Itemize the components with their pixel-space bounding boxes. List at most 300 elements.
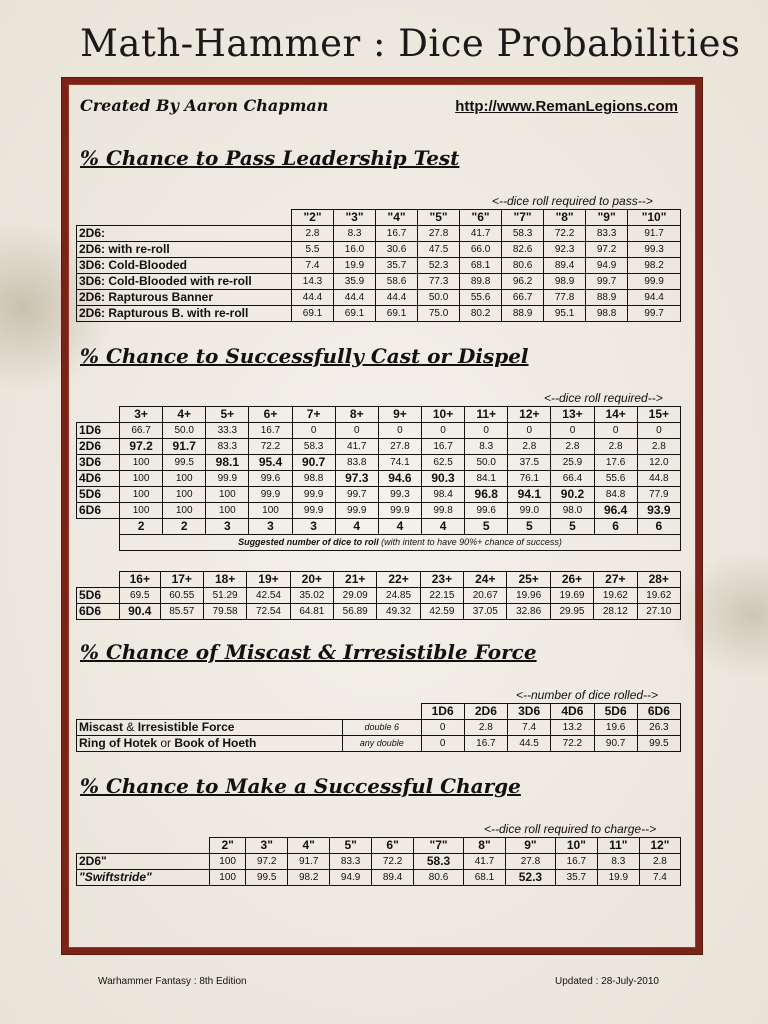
value-cell: 90.4 xyxy=(120,604,161,620)
table-row xyxy=(77,487,681,503)
value-cell: 51.29 xyxy=(203,588,246,604)
suggested-dice-cell: 2 xyxy=(163,519,206,535)
value-cell: 83.8 xyxy=(335,455,378,471)
column-header: "4" xyxy=(376,210,418,226)
value-cell: 0 xyxy=(508,423,551,439)
value-cell: 16.7 xyxy=(555,854,597,870)
value-cell: 0 xyxy=(551,423,594,439)
value-cell: 0 xyxy=(637,423,680,439)
value-cell: 19.9 xyxy=(334,258,376,274)
condition-cell: double 6 xyxy=(343,720,422,736)
value-cell: 58.6 xyxy=(376,274,418,290)
value-cell: 85.57 xyxy=(160,604,203,620)
value-cell: 14.3 xyxy=(292,274,334,290)
website-link[interactable]: http://www.RemanLegions.com xyxy=(455,98,678,115)
value-cell: 37.5 xyxy=(508,455,551,471)
column-header: 9+ xyxy=(378,407,421,423)
value-cell: 82.6 xyxy=(502,242,544,258)
value-cell: 27.8 xyxy=(378,439,421,455)
column-header: 11" xyxy=(597,838,639,854)
value-cell: 0 xyxy=(378,423,421,439)
value-cell: 55.6 xyxy=(460,290,502,306)
column-header: 22+ xyxy=(377,572,420,588)
column-header: 12" xyxy=(639,838,680,854)
value-cell: 28.12 xyxy=(594,604,637,620)
value-cell: 98.0 xyxy=(551,503,594,519)
value-cell: 0 xyxy=(335,423,378,439)
suggested-caption-row xyxy=(77,535,681,551)
value-cell: 100 xyxy=(206,487,249,503)
suggested-caption-main: Suggested number of dice to roll xyxy=(238,537,379,547)
value-cell: 7.4 xyxy=(508,720,551,736)
value-cell: 83.3 xyxy=(206,439,249,455)
value-cell: 50.0 xyxy=(163,423,206,439)
value-cell: 41.7 xyxy=(460,226,502,242)
value-cell: 98.2 xyxy=(628,258,681,274)
table-row xyxy=(77,290,681,306)
value-cell: 99.9 xyxy=(292,503,335,519)
table-row xyxy=(77,258,681,274)
value-cell: 41.7 xyxy=(464,854,506,870)
suggested-dice-cell: 3 xyxy=(206,519,249,535)
value-cell: 41.7 xyxy=(335,439,378,455)
value-cell: 90.2 xyxy=(551,487,594,503)
value-cell: 75.0 xyxy=(418,306,460,322)
value-cell: 72.2 xyxy=(249,439,292,455)
row-label-part: & xyxy=(123,720,138,734)
value-cell: 100 xyxy=(163,503,206,519)
table-row xyxy=(77,455,681,471)
column-header: 4+ xyxy=(163,407,206,423)
value-cell: 72.54 xyxy=(247,604,290,620)
value-cell: 35.7 xyxy=(555,870,597,886)
value-cell: 58.3 xyxy=(502,226,544,242)
column-header: 27+ xyxy=(594,572,637,588)
value-cell: 24.85 xyxy=(377,588,420,604)
suggested-dice-cell: 2 xyxy=(120,519,163,535)
value-cell: 84.8 xyxy=(594,487,637,503)
row-label: 2D6: xyxy=(77,226,292,242)
column-header: "5" xyxy=(418,210,460,226)
row-label: 6D6 xyxy=(77,503,120,519)
value-cell: 25.9 xyxy=(551,455,594,471)
value-cell: 99.5 xyxy=(246,870,288,886)
value-cell: 80.2 xyxy=(460,306,502,322)
column-header: "2" xyxy=(292,210,334,226)
row-label xyxy=(77,720,343,736)
value-cell: 96.8 xyxy=(465,487,508,503)
value-cell: 93.9 xyxy=(637,503,680,519)
value-cell: 44.4 xyxy=(292,290,334,306)
column-header: 16+ xyxy=(120,572,161,588)
header-spacer xyxy=(343,704,422,720)
header-row xyxy=(77,407,681,423)
value-cell: 68.1 xyxy=(464,870,506,886)
value-cell: 100 xyxy=(120,471,163,487)
value-cell: 68.1 xyxy=(460,258,502,274)
miscast-heading: % Chance of Miscast & Irresistible Force xyxy=(80,640,537,664)
column-header: 3+ xyxy=(120,407,163,423)
column-header: 2" xyxy=(210,838,246,854)
column-header: 19+ xyxy=(247,572,290,588)
value-cell: 27.8 xyxy=(505,854,555,870)
value-cell: 44.4 xyxy=(334,290,376,306)
value-cell: 20.67 xyxy=(464,588,507,604)
value-cell: 77.3 xyxy=(418,274,460,290)
leadership-note: <--dice roll required to pass--> xyxy=(492,194,653,208)
cast-table xyxy=(76,406,681,551)
value-cell: 35.9 xyxy=(334,274,376,290)
value-cell: 83.3 xyxy=(330,854,372,870)
column-header: 17+ xyxy=(160,572,203,588)
value-cell: 72.2 xyxy=(551,736,594,752)
suggested-dice-cell: 6 xyxy=(637,519,680,535)
suggested-spacer xyxy=(77,519,120,535)
column-header: 3D6 xyxy=(508,704,551,720)
value-cell: 99.8 xyxy=(421,503,464,519)
row-label: 5D6 xyxy=(77,588,120,604)
suggested-dice-cell: 5 xyxy=(551,519,594,535)
table-row xyxy=(77,439,681,455)
column-header: 25+ xyxy=(507,572,550,588)
value-cell: 52.3 xyxy=(418,258,460,274)
header-row xyxy=(77,704,681,720)
row-label: 1D6 xyxy=(77,423,120,439)
value-cell: 89.4 xyxy=(372,870,414,886)
column-header: 2D6 xyxy=(464,704,507,720)
column-header: 12+ xyxy=(508,407,551,423)
value-cell: 99.9 xyxy=(335,503,378,519)
value-cell: 0 xyxy=(421,736,464,752)
value-cell: 19.6 xyxy=(594,720,637,736)
header-row xyxy=(77,572,681,588)
value-cell: 44.5 xyxy=(508,736,551,752)
value-cell: 29.09 xyxy=(334,588,377,604)
caption-spacer xyxy=(77,535,120,551)
column-header: 8+ xyxy=(335,407,378,423)
table-row xyxy=(77,471,681,487)
table-row xyxy=(77,306,681,322)
value-cell: 44.8 xyxy=(637,471,680,487)
value-cell: 97.2 xyxy=(586,242,628,258)
footer-updated: Updated : 28-July-2010 xyxy=(555,976,659,987)
value-cell: 35.02 xyxy=(290,588,333,604)
value-cell: 95.4 xyxy=(249,455,292,471)
author-credit: Created By Aaron Chapman xyxy=(80,96,329,115)
row-label: 2D6: Rapturous Banner xyxy=(77,290,292,306)
value-cell: 96.4 xyxy=(594,503,637,519)
value-cell: 91.7 xyxy=(628,226,681,242)
value-cell: 97.3 xyxy=(335,471,378,487)
miscast-table xyxy=(76,703,681,752)
table-row xyxy=(77,870,681,886)
column-header: 26+ xyxy=(550,572,593,588)
charge-note: <--dice roll required to charge--> xyxy=(484,822,657,836)
column-header: 15+ xyxy=(637,407,680,423)
row-label: 3D6: Cold-Blooded xyxy=(77,258,292,274)
value-cell: 19.62 xyxy=(637,588,680,604)
value-cell: 100 xyxy=(120,487,163,503)
value-cell: 32.86 xyxy=(507,604,550,620)
header-spacer xyxy=(77,704,343,720)
value-cell: 7.4 xyxy=(292,258,334,274)
value-cell: 88.9 xyxy=(586,290,628,306)
column-header: 10" xyxy=(555,838,597,854)
row-label: 3D6: Cold-Blooded with re-roll xyxy=(77,274,292,290)
value-cell: 98.4 xyxy=(421,487,464,503)
column-header: 4D6 xyxy=(551,704,594,720)
value-cell: 47.5 xyxy=(418,242,460,258)
row-label: 2D6: Rapturous B. with re-roll xyxy=(77,306,292,322)
value-cell: 42.54 xyxy=(247,588,290,604)
value-cell: 98.2 xyxy=(288,870,330,886)
value-cell: 90.7 xyxy=(594,736,637,752)
value-cell: 30.6 xyxy=(376,242,418,258)
value-cell: 2.8 xyxy=(637,439,680,455)
value-cell: 29.95 xyxy=(550,604,593,620)
value-cell: 0 xyxy=(421,720,464,736)
row-label-part: or xyxy=(157,736,175,750)
value-cell: 90.7 xyxy=(292,455,335,471)
column-header: "8" xyxy=(544,210,586,226)
value-cell: 77.8 xyxy=(544,290,586,306)
value-cell: 80.6 xyxy=(414,870,464,886)
value-cell: 99.7 xyxy=(586,274,628,290)
value-cell: 100 xyxy=(206,503,249,519)
cast-heading: % Chance to Successfully Cast or Dispel xyxy=(80,344,529,368)
page-title: Math-Hammer : Dice Probabilities xyxy=(80,22,741,65)
value-cell: 69.1 xyxy=(376,306,418,322)
value-cell: 100 xyxy=(120,503,163,519)
value-cell: 60.55 xyxy=(160,588,203,604)
column-header: 6D6 xyxy=(637,704,680,720)
value-cell: 99.5 xyxy=(163,455,206,471)
row-label: 2D6: with re-roll xyxy=(77,242,292,258)
suggested-dice-cell: 6 xyxy=(594,519,637,535)
suggested-caption-note: (with intent to have 90%+ chance of success) xyxy=(378,537,562,547)
value-cell: 13.2 xyxy=(551,720,594,736)
value-cell: 2.8 xyxy=(292,226,334,242)
column-header: 11+ xyxy=(465,407,508,423)
value-cell: 2.8 xyxy=(594,439,637,455)
column-header: 4" xyxy=(288,838,330,854)
value-cell: 44.4 xyxy=(376,290,418,306)
value-cell: 99.5 xyxy=(637,736,680,752)
row-label xyxy=(77,736,343,752)
header-spacer xyxy=(77,210,292,226)
column-header: 7+ xyxy=(292,407,335,423)
value-cell: 58.3 xyxy=(414,854,464,870)
value-cell: 98.9 xyxy=(544,274,586,290)
row-label-part: Irresistible Force xyxy=(137,720,235,734)
value-cell: 35.7 xyxy=(376,258,418,274)
value-cell: 19.9 xyxy=(597,870,639,886)
footer-edition: Warhammer Fantasy : 8th Edition xyxy=(98,976,247,987)
table-row xyxy=(77,604,681,620)
value-cell: 72.2 xyxy=(372,854,414,870)
value-cell: 5.5 xyxy=(292,242,334,258)
value-cell: 0 xyxy=(594,423,637,439)
table-row xyxy=(77,503,681,519)
header-spacer xyxy=(77,572,120,588)
value-cell: 80.6 xyxy=(502,258,544,274)
value-cell: 100 xyxy=(210,854,246,870)
column-header: "7" xyxy=(502,210,544,226)
value-cell: 99.6 xyxy=(249,471,292,487)
row-label-part: Miscast xyxy=(79,720,124,734)
cast-note: <--dice roll required--> xyxy=(544,391,663,405)
leadership-heading: % Chance to Pass Leadership Test xyxy=(80,146,460,170)
value-cell: 99.9 xyxy=(378,503,421,519)
value-cell: 8.3 xyxy=(597,854,639,870)
value-cell: 99.6 xyxy=(465,503,508,519)
row-label-part: Ring of Hotek xyxy=(79,736,157,750)
value-cell: 92.3 xyxy=(544,242,586,258)
header-row xyxy=(77,838,681,854)
value-cell: 37.05 xyxy=(464,604,507,620)
value-cell: 96.2 xyxy=(502,274,544,290)
column-header: 8" xyxy=(464,838,506,854)
row-label: 2D6" xyxy=(77,854,210,870)
miscast-note: <--number of dice rolled--> xyxy=(516,688,659,702)
value-cell: 84.1 xyxy=(465,471,508,487)
value-cell: 94.1 xyxy=(508,487,551,503)
header-row xyxy=(77,210,681,226)
value-cell: 22.15 xyxy=(420,588,463,604)
column-header: "10" xyxy=(628,210,681,226)
value-cell: 2.8 xyxy=(508,439,551,455)
value-cell: 42.59 xyxy=(420,604,463,620)
suggested-dice-row xyxy=(77,519,681,535)
column-header: 23+ xyxy=(420,572,463,588)
value-cell: 55.6 xyxy=(594,471,637,487)
value-cell: 79.58 xyxy=(203,604,246,620)
column-header: 14+ xyxy=(594,407,637,423)
column-header: 5D6 xyxy=(594,704,637,720)
table-row xyxy=(77,423,681,439)
table-row xyxy=(77,226,681,242)
suggested-dice-cell: 4 xyxy=(335,519,378,535)
value-cell: 33.3 xyxy=(206,423,249,439)
value-cell: 26.3 xyxy=(637,720,680,736)
row-label-part: Book of Hoeth xyxy=(174,736,257,750)
value-cell: 64.81 xyxy=(290,604,333,620)
value-cell: 90.3 xyxy=(421,471,464,487)
value-cell: 99.9 xyxy=(292,487,335,503)
value-cell: 83.3 xyxy=(586,226,628,242)
value-cell: 91.7 xyxy=(163,439,206,455)
value-cell: 7.4 xyxy=(639,870,680,886)
table-row xyxy=(77,242,681,258)
column-header: "6" xyxy=(460,210,502,226)
condition-cell: any double xyxy=(343,736,422,752)
value-cell: 89.4 xyxy=(544,258,586,274)
value-cell: 94.4 xyxy=(628,290,681,306)
value-cell: 16.7 xyxy=(249,423,292,439)
value-cell: 27.10 xyxy=(637,604,680,620)
value-cell: 94.9 xyxy=(586,258,628,274)
suggested-dice-cell: 3 xyxy=(249,519,292,535)
value-cell: 94.9 xyxy=(330,870,372,886)
value-cell: 16.7 xyxy=(421,439,464,455)
value-cell: 2.8 xyxy=(551,439,594,455)
column-header: 5" xyxy=(330,838,372,854)
value-cell: 99.9 xyxy=(206,471,249,487)
column-header: "7" xyxy=(414,838,464,854)
column-header: 10+ xyxy=(421,407,464,423)
value-cell: 52.3 xyxy=(505,870,555,886)
column-header: 24+ xyxy=(464,572,507,588)
value-cell: 2.8 xyxy=(464,720,507,736)
value-cell: 8.3 xyxy=(334,226,376,242)
table-row xyxy=(77,854,681,870)
value-cell: 8.3 xyxy=(465,439,508,455)
value-cell: 99.9 xyxy=(628,274,681,290)
charge-heading: % Chance to Make a Successful Charge xyxy=(80,774,521,798)
suggested-caption xyxy=(120,535,681,551)
value-cell: 27.8 xyxy=(418,226,460,242)
suggested-dice-cell: 5 xyxy=(508,519,551,535)
cast-table-high xyxy=(76,571,681,620)
table-row xyxy=(77,274,681,290)
suggested-dice-cell: 5 xyxy=(465,519,508,535)
row-label: 3D6 xyxy=(77,455,120,471)
value-cell: 88.9 xyxy=(502,306,544,322)
value-cell: 91.7 xyxy=(288,854,330,870)
row-label: "Swiftstride" xyxy=(77,870,210,886)
column-header: "9" xyxy=(586,210,628,226)
column-header: 6" xyxy=(372,838,414,854)
value-cell: 97.2 xyxy=(120,439,163,455)
value-cell: 100 xyxy=(210,870,246,886)
column-header: 28+ xyxy=(637,572,680,588)
value-cell: 98.8 xyxy=(292,471,335,487)
value-cell: 12.0 xyxy=(637,455,680,471)
value-cell: 77.9 xyxy=(637,487,680,503)
value-cell: 66.0 xyxy=(460,242,502,258)
value-cell: 99.3 xyxy=(628,242,681,258)
value-cell: 62.5 xyxy=(421,455,464,471)
value-cell: 74.1 xyxy=(378,455,421,471)
column-header: 5+ xyxy=(206,407,249,423)
table-row xyxy=(77,736,681,752)
value-cell: 17.6 xyxy=(594,455,637,471)
value-cell: 69.1 xyxy=(334,306,376,322)
value-cell: 98.1 xyxy=(206,455,249,471)
column-header: 13+ xyxy=(551,407,594,423)
header-spacer xyxy=(77,407,120,423)
column-header: 1D6 xyxy=(421,704,464,720)
value-cell: 100 xyxy=(163,487,206,503)
value-cell: 97.2 xyxy=(246,854,288,870)
row-label: 5D6 xyxy=(77,487,120,503)
charge-table xyxy=(76,837,681,886)
column-header: 18+ xyxy=(203,572,246,588)
row-label: 2D6 xyxy=(77,439,120,455)
column-header: 9" xyxy=(505,838,555,854)
value-cell: 58.3 xyxy=(292,439,335,455)
column-header: 21+ xyxy=(334,572,377,588)
row-label: 4D6 xyxy=(77,471,120,487)
value-cell: 72.2 xyxy=(544,226,586,242)
value-cell: 19.69 xyxy=(550,588,593,604)
value-cell: 49.32 xyxy=(377,604,420,620)
value-cell: 16.7 xyxy=(376,226,418,242)
value-cell: 0 xyxy=(421,423,464,439)
table-row xyxy=(77,720,681,736)
column-header: "3" xyxy=(334,210,376,226)
value-cell: 0 xyxy=(292,423,335,439)
